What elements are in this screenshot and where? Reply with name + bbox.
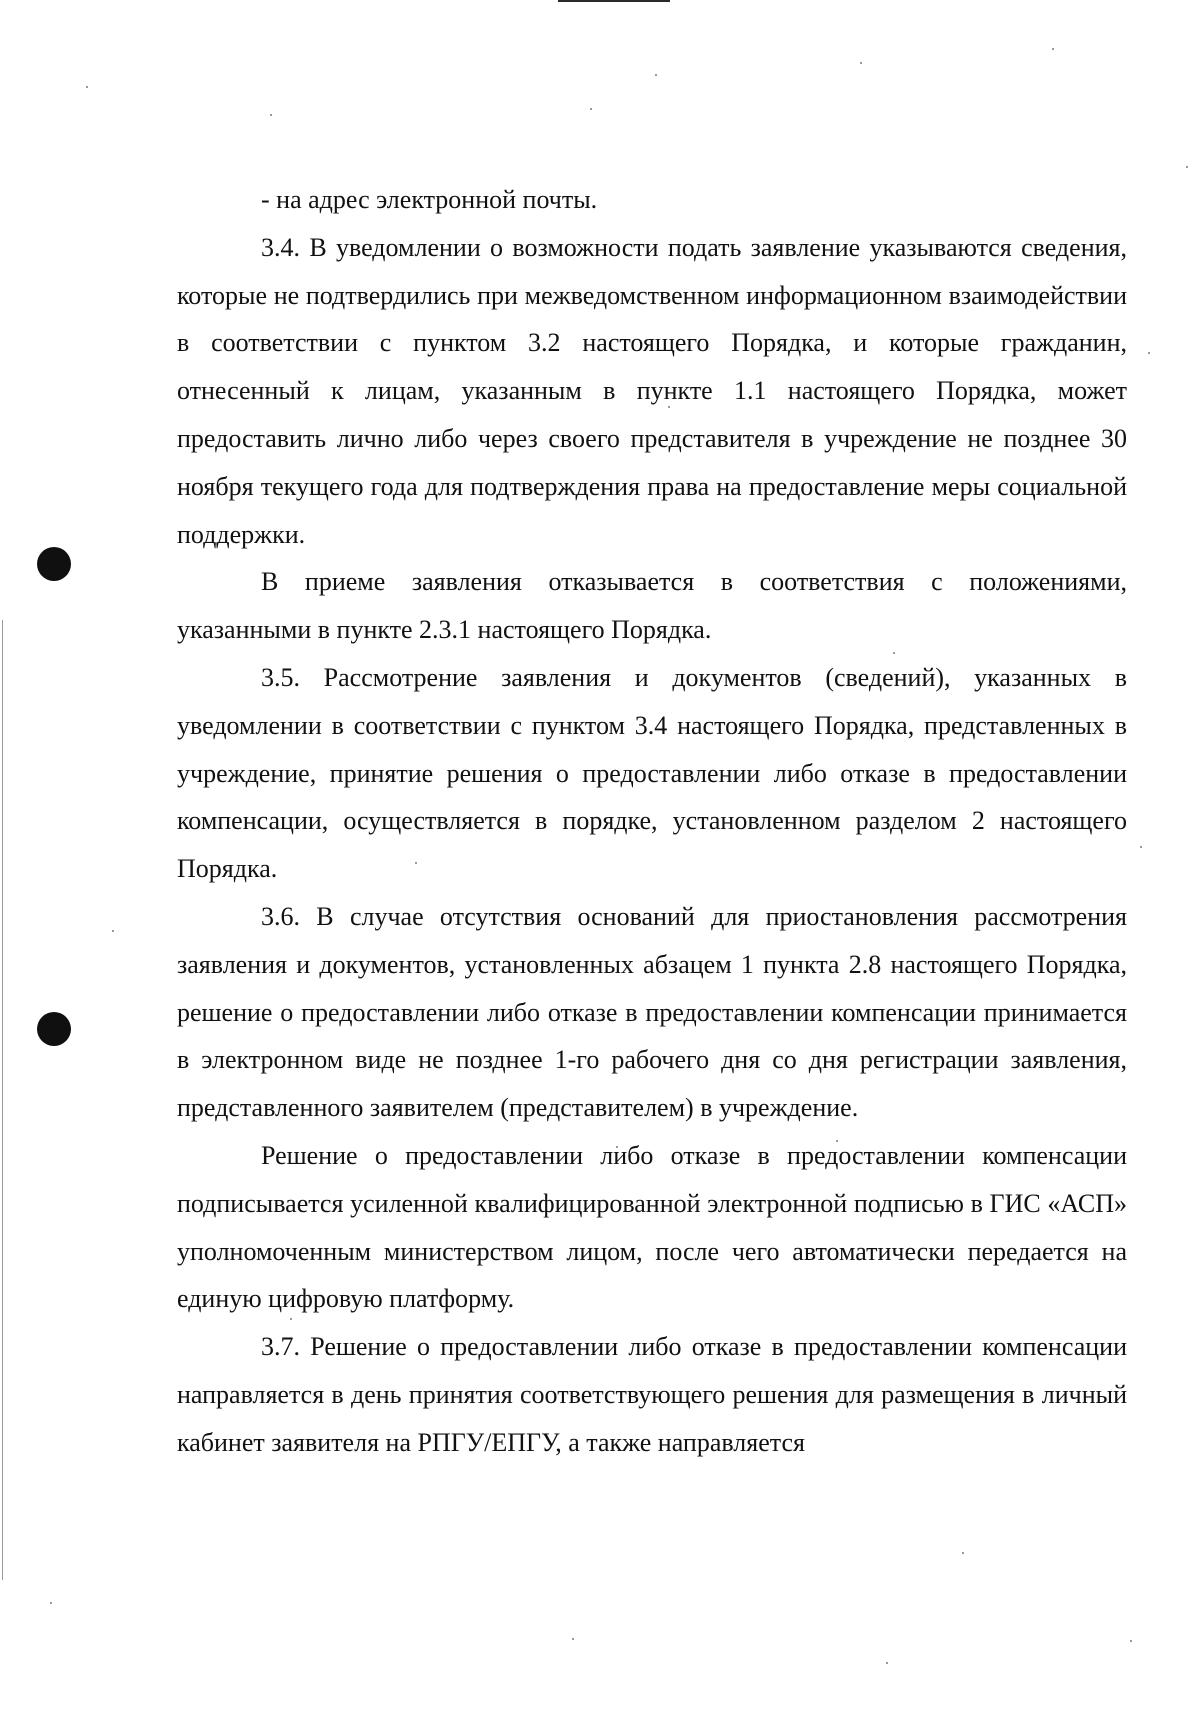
- paragraph-refusal: В приеме заявления отказывается в соответствия с положениями, указанными в пункте 2.3.1 настоящего Порядка.: [177, 567, 1127, 645]
- paragraph-decision-signature: Решение о предоставлении либо отказе в предоставлении компенсации подписывается усиленной квалифицированной электронной подписью в ГИС «АСП» уполномоченным министерством лицом, после чего автоматически передается на единую цифровую платформу.: [177, 1140, 1127, 1314]
- punch-hole-bottom: [37, 1012, 71, 1046]
- paragraph-3-4: 3.4. В уведомлении о возможности подать заявление указываются сведения, которые не подтвердились при межведомственном информационном взаимодействии в соответствии с пунктом 3.2 настоящего Порядка, и которые гражданин, отнесенный к лицам, указанным в пункте 1.1 настоящего Порядка, может предоставить лично либо через своего представителя в учреждение не позднее 30 ноября текущего года для подтверждения права на предоставление меры социальной поддержки.: [177, 232, 1127, 549]
- paragraph-email-item: - на адрес электронной почты.: [261, 185, 598, 214]
- scan-edge-line: [2, 620, 3, 1580]
- document-body: [177, 176, 1127, 1467]
- punch-hole-top: [37, 547, 71, 581]
- top-rule: [558, 0, 670, 2]
- paragraph-3-7: 3.7. Решение о предоставлении либо отказе в предоставлении компенсации направляется в день принятия соответствующего решения для размещения в личный кабинет заявителя на РПГУ/ЕПГУ, а также направляется: [177, 1332, 1127, 1457]
- paragraph-3-6: 3.6. В случае отсутствия оснований для приостановления рассмотрения заявления и документов, установленных абзацем 1 пункта 2.8 настоящего Порядка, решение о предоставлении либо отказе в предоставлении компенсации принимается в электронном виде не позднее 1-го рабочего дня со дня регистрации заявления, представленного заявителем (представителем) в учреждение.: [177, 901, 1127, 1123]
- paragraph-3-5: 3.5. Рассмотрение заявления и документов (сведений), указанных в уведомлении в соответствии с пунктом 3.4 настоящего Порядка, представленных в учреждение, принятие решения о предоставлении либо отказе в предоставлении компенсации, осуществляется в порядке, установленном разделом 2 настоящего Порядка.: [177, 662, 1127, 884]
